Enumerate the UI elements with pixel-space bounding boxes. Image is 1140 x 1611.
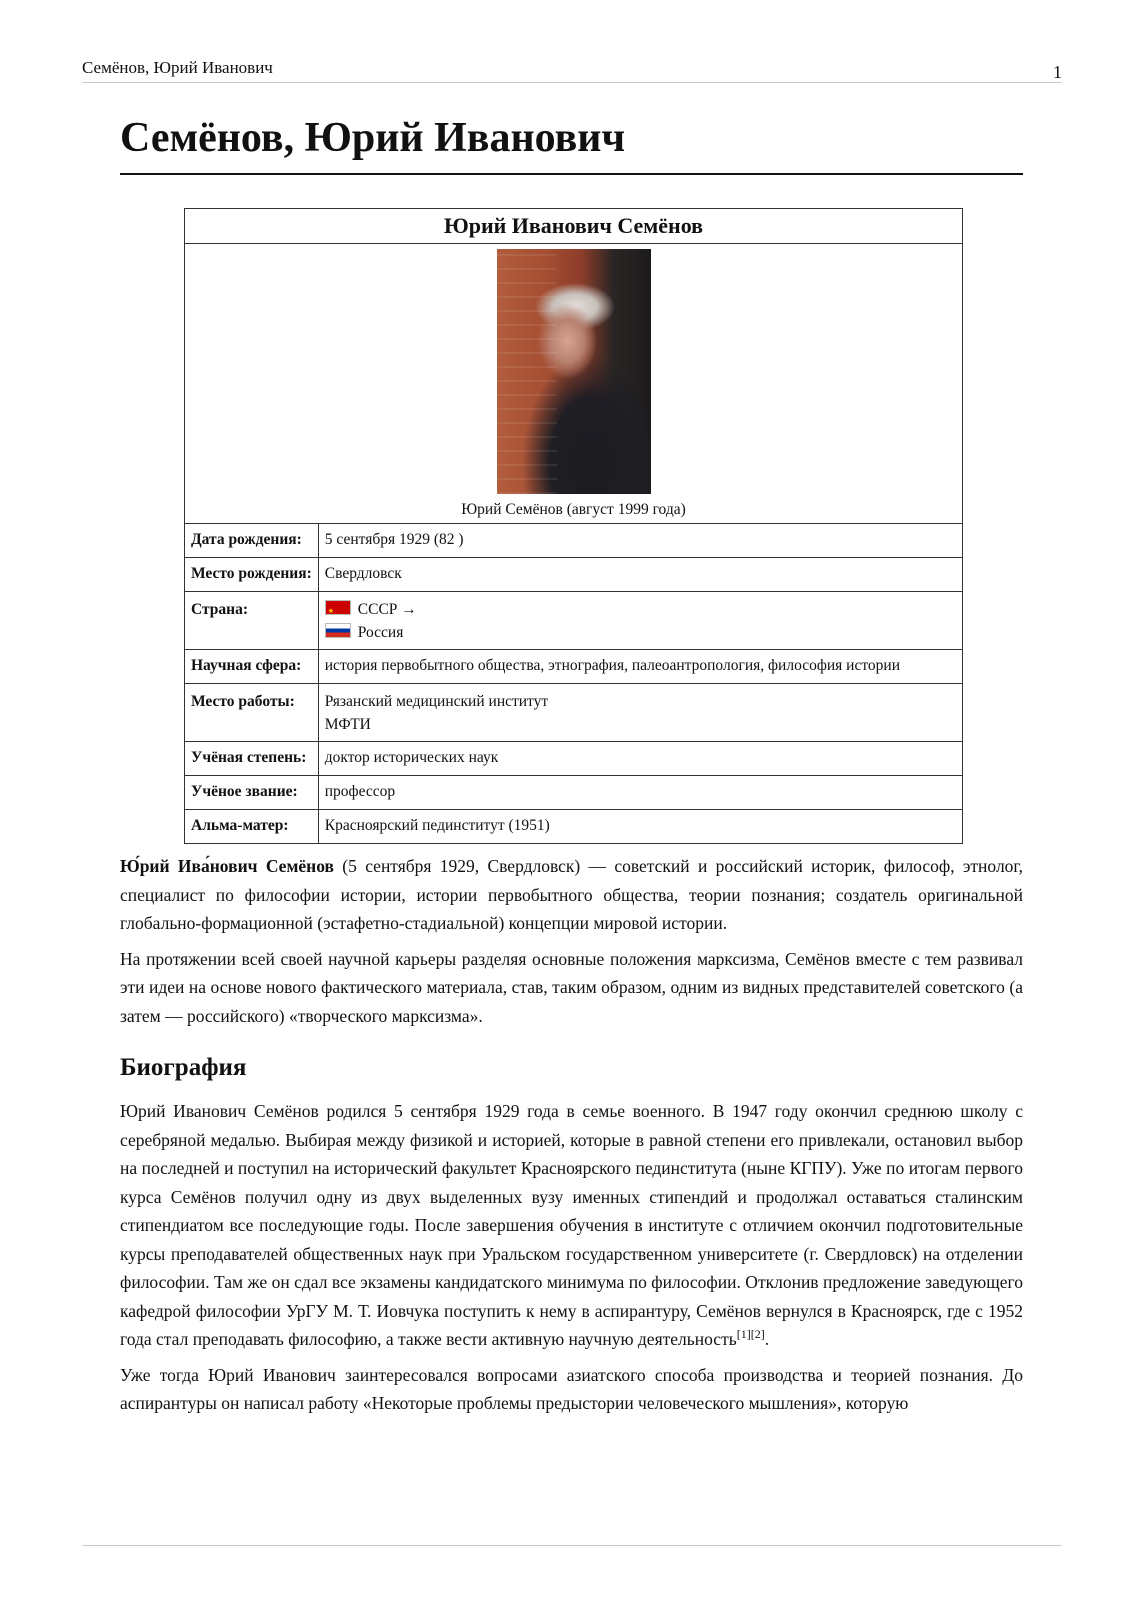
page-number: 1 (1053, 62, 1062, 82)
workplace-link-1[interactable]: Рязанский медицинский институт (324, 693, 549, 710)
infobox-row-birth-date (185, 524, 963, 558)
infobox (184, 208, 963, 844)
ussr-flag-icon (325, 600, 351, 615)
row-label: Учёное звание: (185, 776, 319, 810)
row-label: Дата рождения: (185, 524, 319, 558)
russia-flag-icon (325, 623, 351, 638)
running-title: Семёнов, Юрий Иванович (82, 58, 273, 77)
citation-refs[interactable]: [1][2] (736, 1327, 765, 1342)
portrait-photo[interactable] (497, 249, 651, 494)
lead-paragraph-1 (120, 852, 1023, 938)
row-value[interactable]: Свердловск (318, 558, 962, 592)
infobox-title: Юрий Иванович Семёнов (185, 209, 963, 244)
subject-name: Ю́рий Ива́нович Семёнов (120, 856, 334, 876)
row-label: Альма-матер: (185, 810, 319, 844)
row-label: Научная сфера: (185, 650, 319, 684)
biography-paragraph-1 (120, 1097, 1023, 1354)
row-value[interactable]: история первобытного общества, этнография, палеоантропология, философия истории (318, 650, 962, 684)
row-label: Место работы: (185, 684, 319, 742)
workplace-link-2[interactable]: МФТИ (324, 716, 371, 733)
row-value[interactable]: доктор исторических наук (318, 742, 962, 776)
row-label: Страна: (185, 592, 319, 650)
photo-caption: Юрий Семёнов (август 1999 года) (461, 501, 686, 518)
infobox-row-degree (185, 742, 963, 776)
row-value (318, 684, 962, 742)
infobox-row-birth-place (185, 558, 963, 592)
row-label: Место рождения: (185, 558, 319, 592)
sentence-end: . (764, 1329, 770, 1349)
section-heading-biography: Биография (120, 1054, 247, 1081)
biography-paragraph-1-text: Юрий Иванович Семёнов родился 5 сентября 1929 года в семье военного. В 1947 году окончил среднюю школу с серебряной медалью. Выбирая между физикой и историей, которые в равной степени его привлекали, остановил выбор на последней и поступил на исторический факультет Красноярского пединститута (ныне КГПУ). Уже по итогам первого курса Семёнов получил одну из двух выделенных вузу именных стипендий и продолжал оставаться сталинским стипендиатом все последующие годы. После завершения обучения в институте с отличием окончил подготовительные курсы преподавателей общественных наук при Уральском государственном университете (г. Свердловск) на отделении философии. Там же он сдал все экзамены кандидатского минимума по философии. Отклонив предложение заведующего кафедрой философии УрГУ М. Т. Иовчука поступить к нему в аспирантуру, Семёнов вернулся в Красноярск, где с 1952 года стал преподавать философию, а также вести активную научную деятельность (120, 1101, 1023, 1349)
infobox-row-workplace (185, 684, 963, 742)
infobox-row-alma-mater (185, 810, 963, 844)
country-link-russia[interactable]: Россия (357, 624, 404, 641)
running-header (82, 56, 1062, 83)
lead-section (120, 852, 1023, 1037)
row-value[interactable]: Красноярский пединститут (1951) (318, 810, 962, 844)
page-title: Семёнов, Юрий Иванович (120, 113, 1023, 175)
infobox-image-cell (185, 244, 963, 524)
row-value[interactable]: 5 сентября 1929 (82 ) (318, 524, 962, 558)
infobox-row-country (185, 592, 963, 650)
row-label: Учёная степень: (185, 742, 319, 776)
footer-rule (82, 1545, 1062, 1546)
biography-paragraph-2: Уже тогда Юрий Иванович заинтересовался вопросами азиатского способа производства и теорией познания. До аспирантуры он написал работу «Некоторые проблемы предыстории человеческого мышления», которую (120, 1364, 1023, 1413)
infobox-row-title (185, 776, 963, 810)
lead-paragraph-2: На протяжении всей своей научной карьеры разделяя основные положения марксизма, Семёнов вместе с тем развивал эти идеи на основе нового фактического материала, став, таким образом, одним из видных представителей советского (а затем — российского) «творческого марксизма». (120, 948, 1023, 1026)
lead-paragraph-1-text: (5 сентября 1929, Свердловск) — советский и российский историк, философ, этнолог, специалист по философии истории, истории первобытного общества, теории познания; создатель оригинальной глобально-формационной (эстафетно-стадиальной) концепции мировой истории. (120, 856, 1024, 933)
country-link-ussr[interactable]: СССР → (357, 601, 417, 618)
row-value (318, 592, 962, 650)
row-value[interactable]: профессор (318, 776, 962, 810)
biography-section (120, 1097, 1023, 1425)
infobox-row-field (185, 650, 963, 684)
